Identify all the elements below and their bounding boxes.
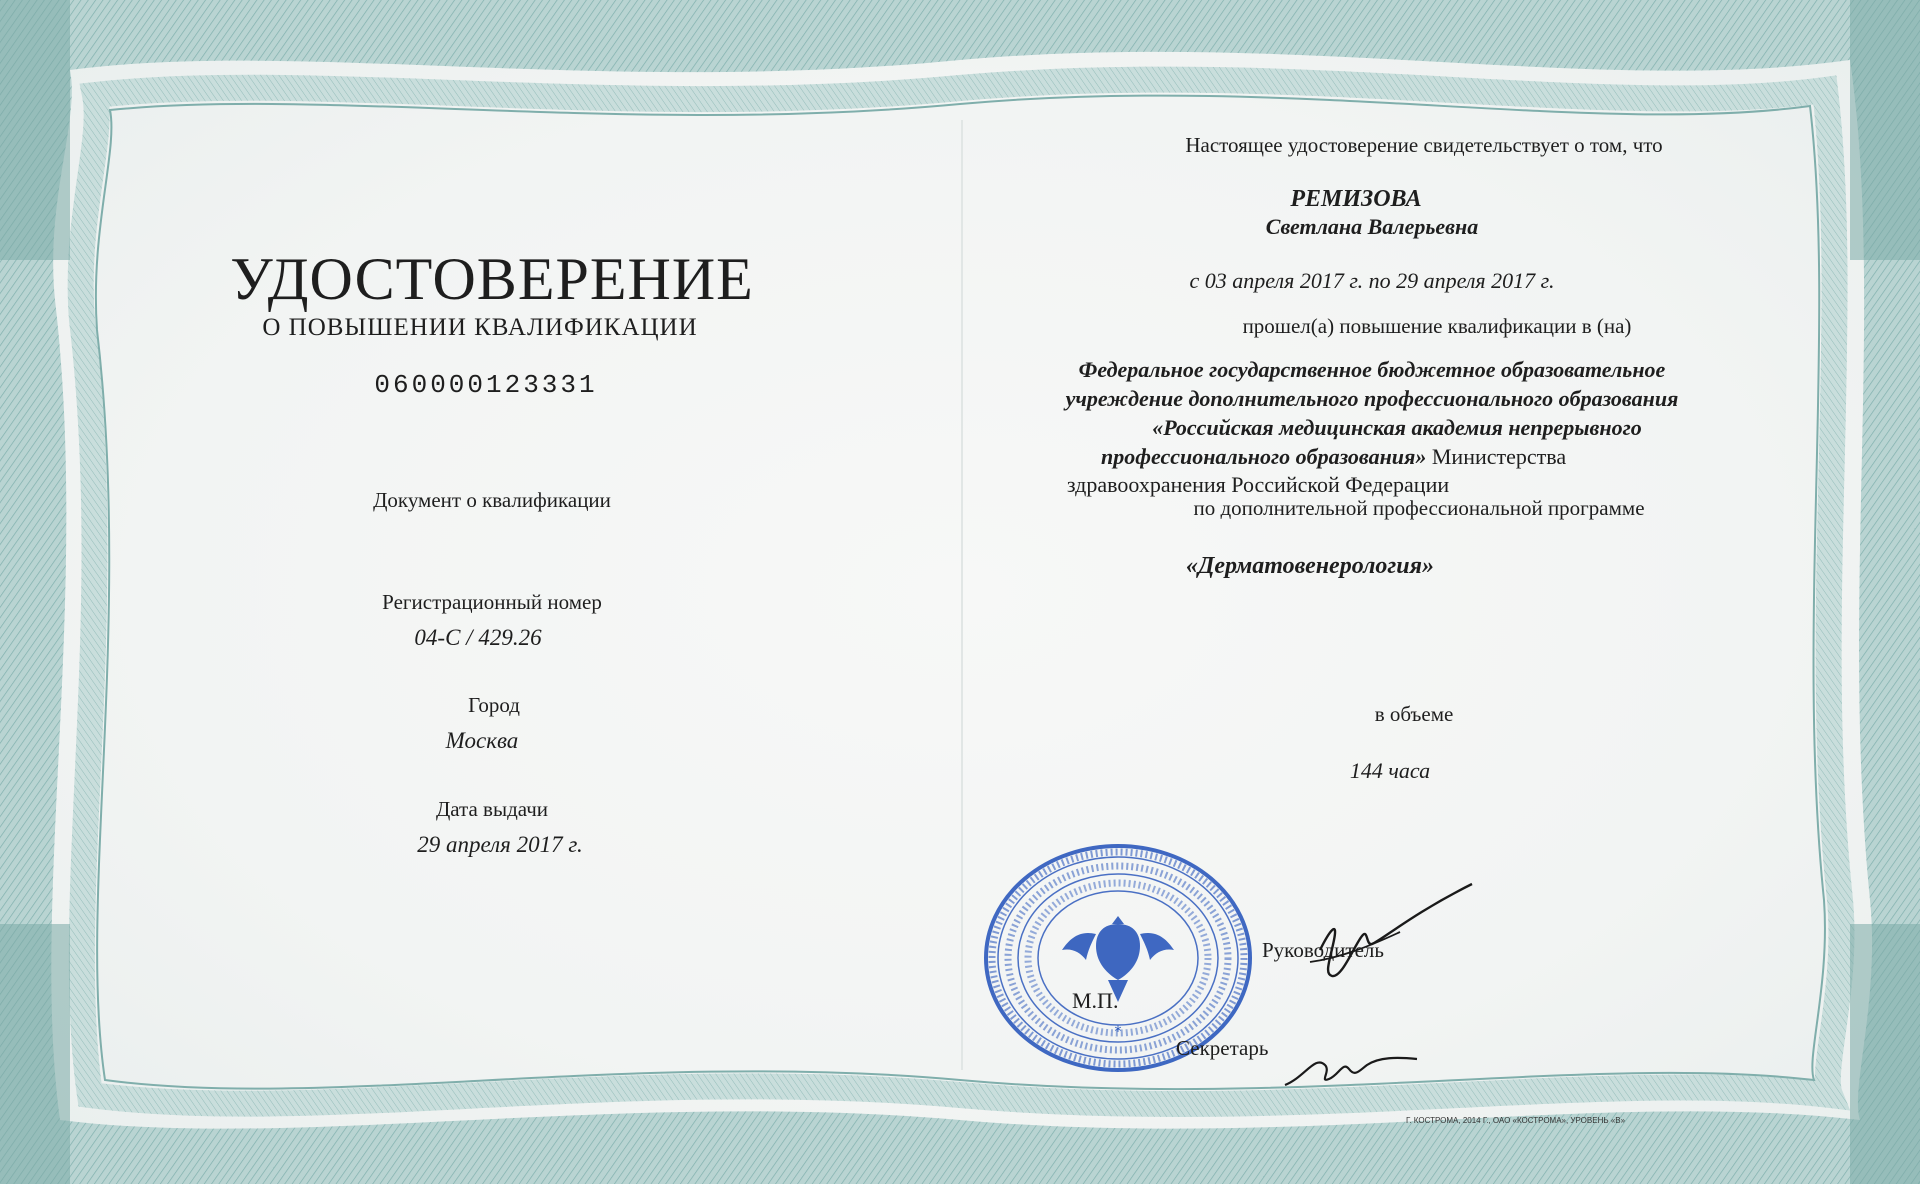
given-name: Светлана Валерьевна — [1265, 214, 1479, 239]
intro-text: Настоящее удостоверение свидетельствует о том, что — [1185, 133, 1663, 157]
org-line-4-bold: профессионального образования» — [1101, 444, 1427, 469]
issue-date-label: Дата выдачи — [435, 797, 549, 821]
volume-value: 144 часа — [1349, 758, 1431, 783]
org-line-5: здравоохранения Российской Федерации — [1066, 472, 1450, 497]
certificate-subtitle: О ПОВЫШЕНИИ КВАЛИФИКАЦИИ — [262, 314, 698, 341]
document-label: Документ о квалификации — [373, 488, 611, 512]
head-label: Руководитель — [1262, 938, 1384, 962]
stamp-place-label: М.П. — [1072, 988, 1119, 1013]
surname: РЕМИЗОВА — [1290, 186, 1422, 212]
registration-value: 04-С / 429.26 — [414, 625, 542, 650]
certificate-title: УДОСТОВЕРЕНИЕ — [230, 246, 754, 312]
city-value: Москва — [445, 728, 519, 753]
org-line-3: «Российская медицинская академия непрерывного — [1152, 415, 1642, 440]
program-name: «Дерматовенерология» — [1186, 553, 1434, 579]
org-line-4 — [1101, 444, 1566, 470]
secretary-signature — [1280, 1030, 1430, 1100]
head-signature — [1300, 880, 1480, 990]
study-period: с 03 апреля 2017 г. по 29 апреля 2017 г. — [1189, 268, 1555, 293]
issue-date-value: 29 апреля 2017 г. — [417, 832, 583, 857]
secretary-label: Секретарь — [1176, 1036, 1269, 1060]
org-line-1: Федеральное государственное бюджетное образовательное — [1078, 357, 1666, 382]
program-label: по дополнительной профессиональной программе — [1193, 496, 1645, 520]
printer-imprint: Г. КОСТРОМА, 2014 Г., ОАО «КОСТРОМА», УРОВЕНЬ «В» — [1406, 1116, 1626, 1125]
serial-number: 060000123331 — [374, 370, 598, 400]
org-line-4-ministry: Министерства — [1431, 444, 1567, 469]
city-label: Город — [468, 693, 520, 717]
org-line-2: учреждение дополнительного профессионального образования — [1065, 386, 1679, 411]
registration-label: Регистрационный номер — [382, 590, 602, 614]
passed-text: прошел(а) повышение квалификации в (на) — [1242, 314, 1632, 338]
svg-text:*: * — [1114, 1024, 1122, 1040]
volume-label: в объеме — [1374, 702, 1454, 726]
